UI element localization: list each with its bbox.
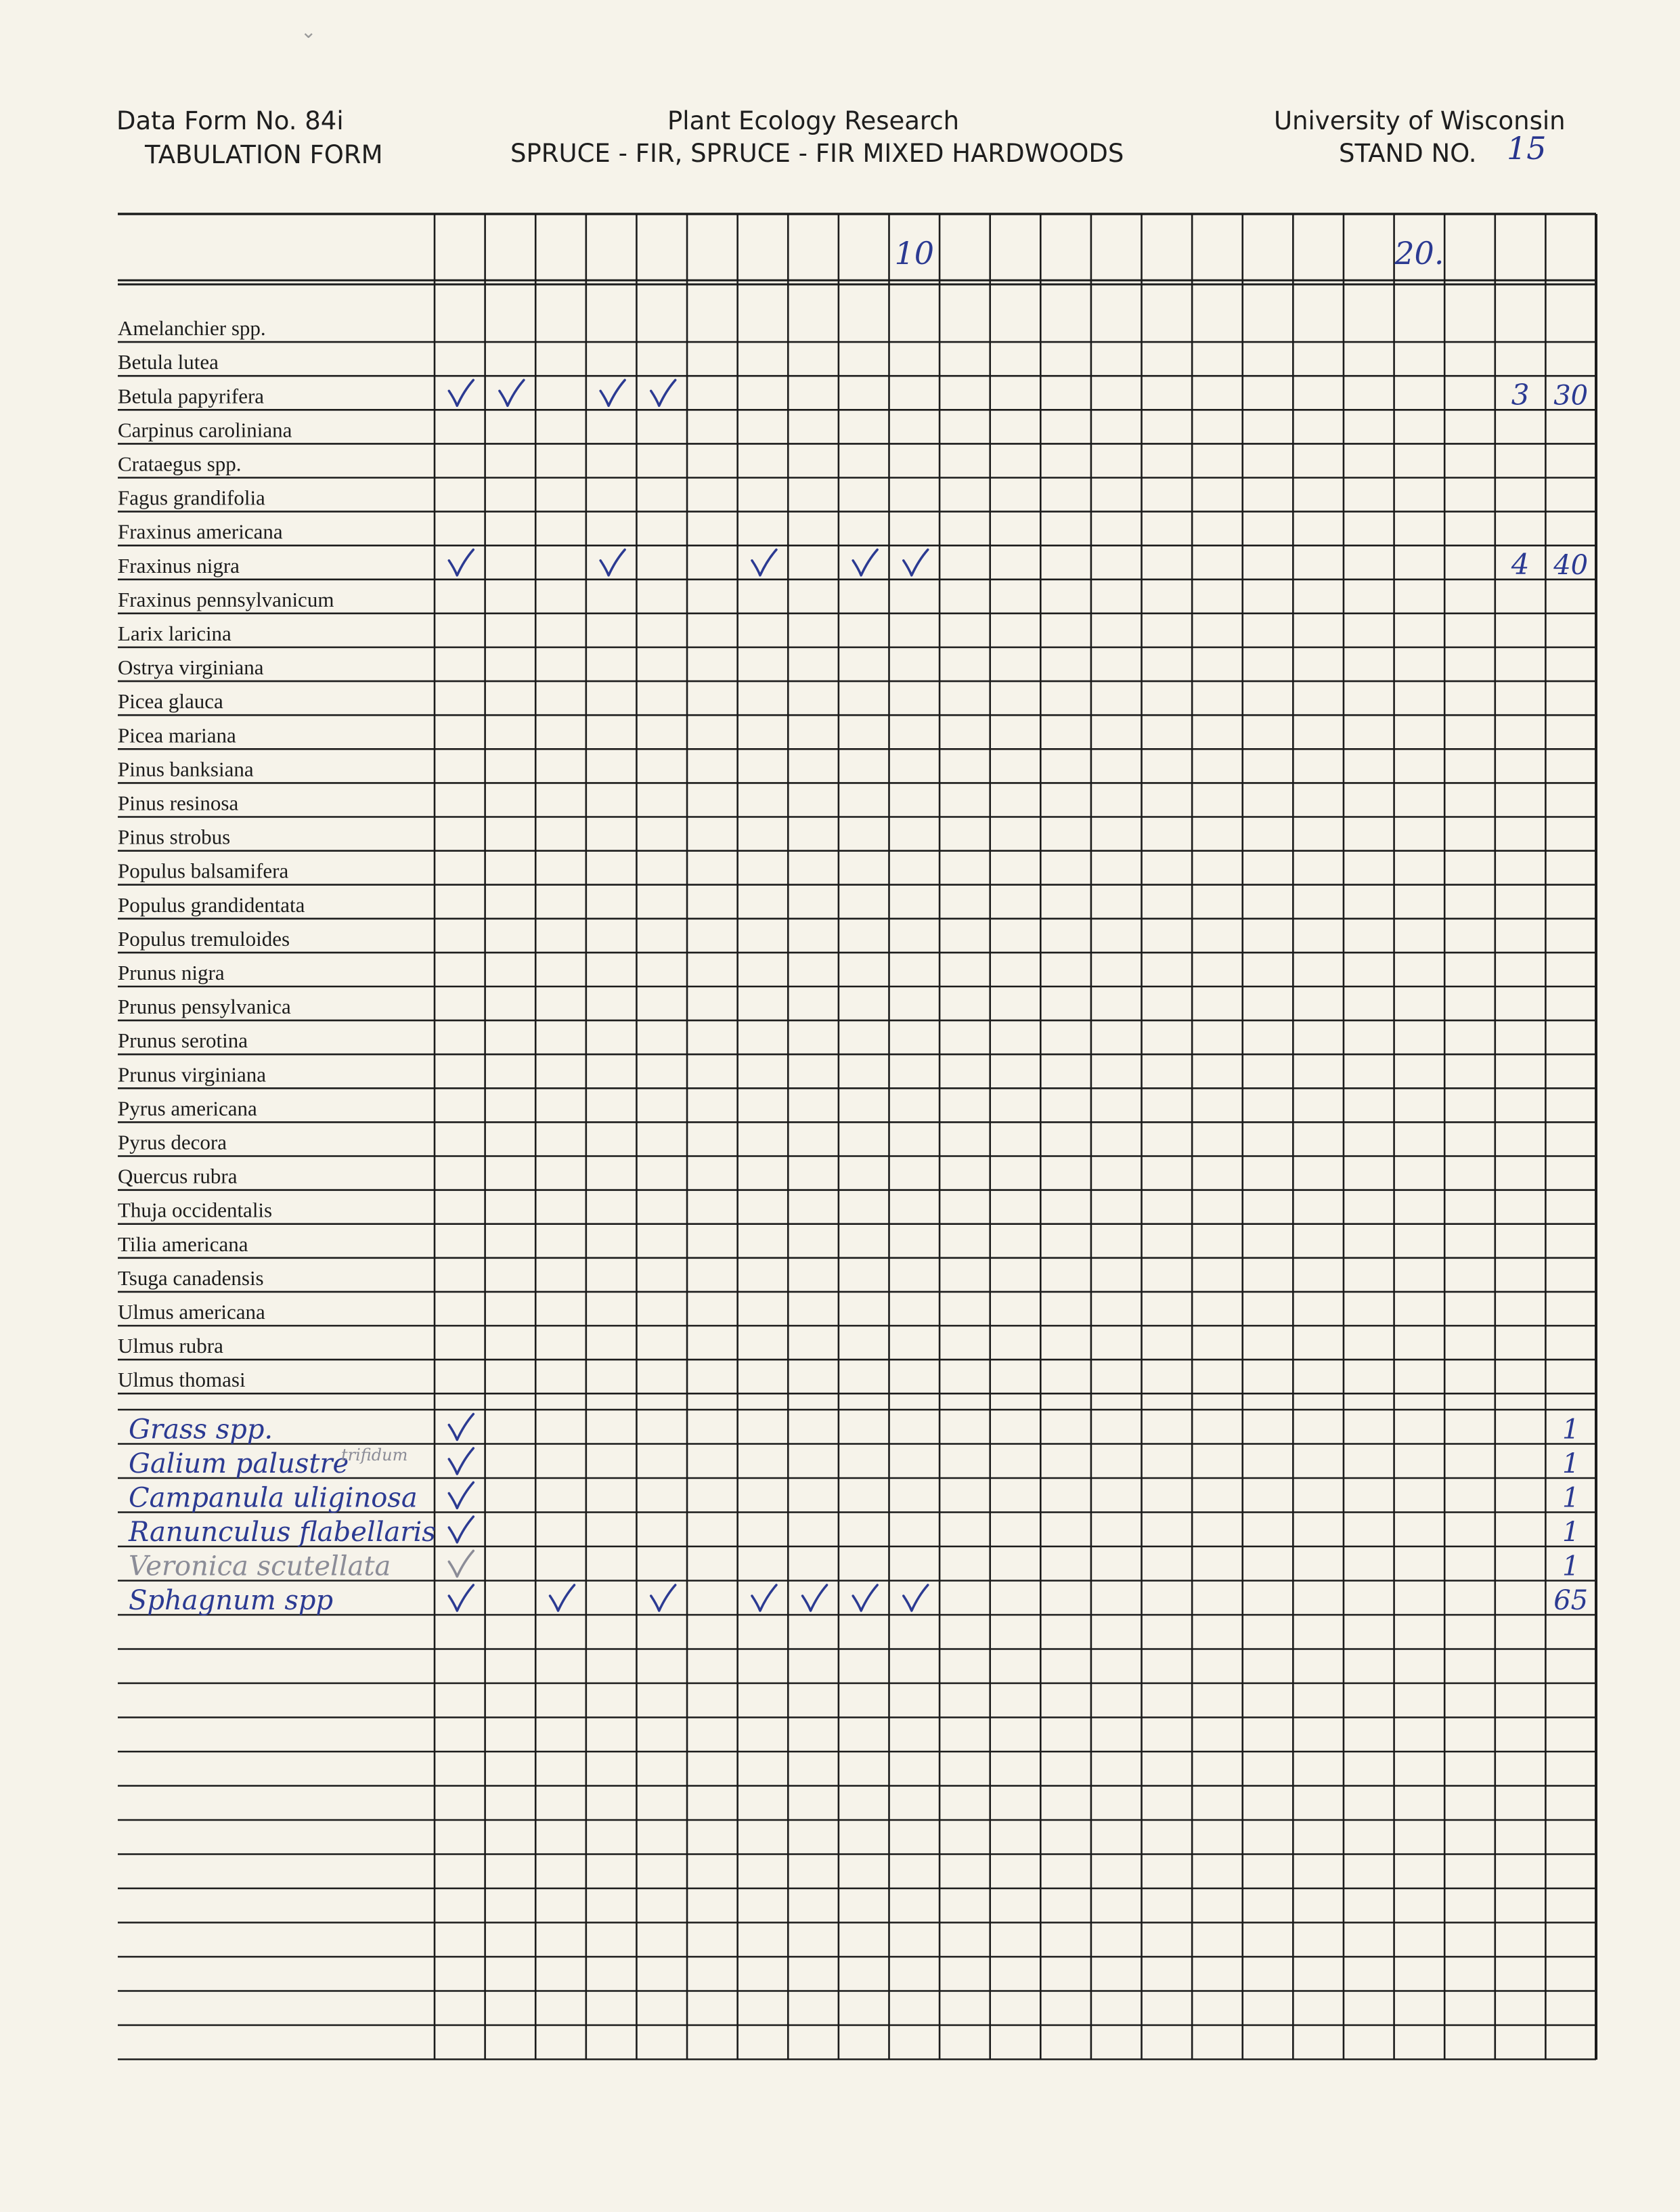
check-mark (449, 1585, 473, 1611)
handwritten-species: Galium palustre (129, 1448, 349, 1479)
check-mark (651, 380, 676, 406)
species-name: Ostrya virginiana (118, 655, 264, 680)
handwritten-species: Ranunculus flabellaris (129, 1517, 436, 1548)
species-name: Fagus grandifolia (118, 485, 265, 510)
check-mark (449, 1448, 473, 1474)
species-name: Ulmus rubra (118, 1334, 223, 1358)
species-name: Amelanchier spp. (118, 316, 266, 341)
species-name: Larix laricina (118, 622, 231, 645)
check-mark (803, 1585, 827, 1611)
species-name: Fraxinus pennsylvanicum (118, 587, 334, 611)
column-marker: 10 (894, 235, 935, 272)
species-name: Prunus serotina (118, 1028, 248, 1053)
check-mark (600, 550, 625, 576)
species-name: Tilia americana (118, 1232, 248, 1256)
species-name: Picea glauca (118, 689, 223, 714)
species-name: Pinus banksiana (118, 757, 254, 781)
check-mark (853, 550, 877, 576)
species-name: Quercus rubra (118, 1164, 238, 1188)
handwritten-species: Veronica scutellata (129, 1550, 391, 1582)
handwritten-species: Grass spp. (129, 1414, 273, 1446)
check-mark (449, 1551, 473, 1577)
check-mark (853, 1585, 877, 1611)
form-number: Data Form No. 84i (116, 106, 344, 135)
species-name: Prunus virginiana (118, 1062, 266, 1087)
tally-percent: 1 (1562, 1517, 1580, 1548)
stand-number: 15 (1507, 130, 1547, 167)
check-mark (651, 1585, 676, 1611)
check-mark (752, 1585, 776, 1611)
species-name: Carpinus caroliniana (118, 418, 292, 442)
grid-lines (118, 214, 1596, 2060)
check-mark (904, 550, 928, 576)
species-name: Pyrus decora (118, 1130, 227, 1154)
check-mark (449, 1517, 473, 1542)
species-name: Prunus pensylvanica (118, 995, 291, 1019)
species-name: Populus balsamifera (118, 859, 289, 883)
species-name: Picea mariana (118, 723, 236, 747)
check-mark (904, 1585, 928, 1611)
tally-percent: 1 (1562, 1482, 1580, 1514)
tally-count: 3 (1511, 378, 1530, 412)
species-name: Pinus strobus (118, 825, 231, 849)
org-name: Plant Ecology Research (667, 106, 960, 135)
species-name: Pinus resinosa (118, 791, 239, 815)
check-mark (550, 1585, 575, 1611)
check-mark (449, 1414, 473, 1440)
punch-mark-icon: ⌄ (301, 21, 317, 42)
check-mark (500, 380, 524, 406)
species-name: Ulmus thomasi (118, 1368, 246, 1392)
handwritten-annotation: trifidum (341, 1446, 408, 1465)
stand-label: STAND NO. (1339, 139, 1477, 168)
tally-percent: 65 (1553, 1585, 1589, 1616)
species-name: Prunus nigra (118, 961, 225, 984)
species-name: Betula papyrifera (118, 384, 265, 408)
check-mark (449, 550, 473, 576)
species-name: Populus grandidentata (118, 892, 305, 917)
tally-percent: 1 (1562, 1448, 1580, 1479)
species-name: Pyrus americana (118, 1096, 257, 1121)
species-name: Thuja occidentalis (118, 1198, 273, 1222)
handwritten-species: Sphagnum spp (129, 1585, 334, 1616)
species-name: Fraxinus americana (118, 519, 283, 544)
check-mark (449, 380, 473, 406)
form-subtitle: SPRUCE - FIR, SPRUCE - FIR MIXED HARDWOODS (510, 139, 1124, 168)
tally-percent: 1 (1562, 1550, 1580, 1582)
tally-percent: 40 (1553, 549, 1589, 581)
check-mark (600, 380, 625, 406)
species-name: Ulmus americana (118, 1300, 265, 1324)
species-name: Fraxinus nigra (118, 553, 240, 578)
form-type: TABULATION FORM (145, 140, 383, 169)
tally-count: 4 (1511, 547, 1530, 581)
species-name: Crataegus spp. (118, 452, 242, 476)
species-name: Betula lutea (118, 350, 219, 374)
check-mark (752, 550, 776, 576)
university-name: University of Wisconsin (1274, 106, 1566, 135)
tally-percent: 30 (1553, 380, 1589, 412)
species-name: Tsuga canadensis (118, 1265, 264, 1290)
handwritten-species: Campanula uliginosa (129, 1482, 418, 1514)
check-mark (449, 1483, 473, 1509)
tally-percent: 1 (1562, 1414, 1580, 1446)
species-name: Populus tremuloides (118, 926, 290, 951)
column-marker: 20. (1394, 235, 1444, 272)
